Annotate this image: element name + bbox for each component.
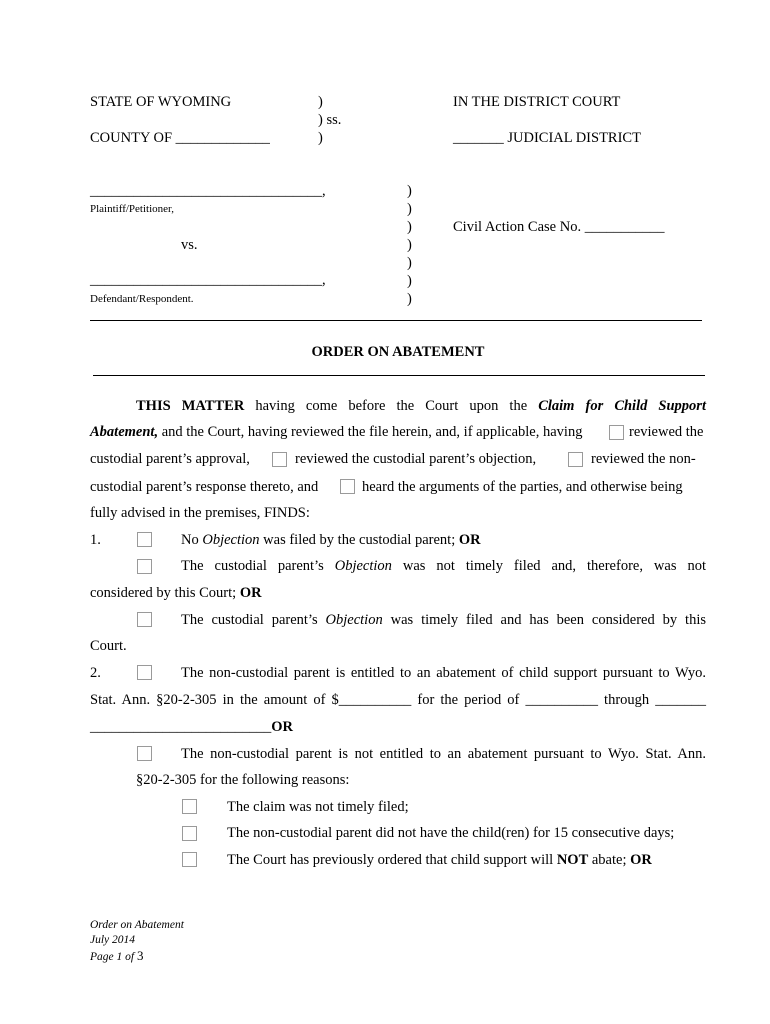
footer-page: Page 1 of 3	[90, 948, 144, 963]
caption-paren: )	[407, 201, 412, 217]
intro-line-1	[136, 398, 706, 415]
reason-15-days-label: The non-custodial parent did not have the child(ren) for 15 consecutive days;	[227, 825, 675, 841]
objection-not-timely-checkbox[interactable]	[137, 559, 152, 574]
plaintiff-label: Plaintiff/Petitioner,	[90, 203, 174, 215]
civil-action-label: Civil Action Case No. ___________	[453, 219, 665, 235]
reason-prior-order-checkbox[interactable]	[182, 852, 197, 867]
reason-15-days-checkbox[interactable]	[182, 826, 197, 841]
claim-title-text: Abatement,	[90, 424, 159, 440]
defendant-line: ________________________________,	[90, 272, 326, 288]
finding-2-option-2-line-1: The non-custodial parent is not entitled to an abatement pursuant to Wyo. Stat. Ann.	[181, 746, 706, 762]
vs-label: vs.	[181, 237, 198, 253]
finding-2-option-1-line-3: _________________________OR	[90, 719, 293, 735]
finding-1-option-2: The custodial parent’s Objection was not timely filed and, therefore, was not	[181, 558, 706, 574]
reason-not-timely-checkbox[interactable]	[182, 799, 197, 814]
finding-1-option-2-cont: considered by this Court; OR	[90, 585, 262, 601]
noncustodial-response-checkbox[interactable]	[340, 479, 355, 494]
finding-2-option-1-line-2: Stat. Ann. §20-2-305 in the amount of $__________ for the period of __________ through _______	[90, 692, 706, 708]
no-objection-checkbox[interactable]	[137, 532, 152, 547]
finding-1-option-3-cont: Court.	[90, 638, 127, 654]
district-label: _______ JUDICIAL DISTRICT	[453, 130, 641, 146]
intro-text: and the Court, having reviewed the file herein, and, if applicable, having	[158, 424, 583, 440]
title-divider	[93, 375, 705, 376]
document-title: ORDER ON ABATEMENT	[311, 344, 485, 360]
caption-paren: )	[407, 273, 412, 289]
finding-1-number: 1.	[90, 532, 101, 548]
finding-1-option-3: The custodial parent’s Objection was timely filed and has been considered by this	[181, 612, 706, 628]
caption-paren: )	[407, 219, 412, 235]
intro-line-2	[90, 424, 582, 441]
finding-2-option-2-line-2: §20-2-305 for the following reasons:	[136, 772, 350, 788]
court-label: IN THE DISTRICT COURT	[453, 94, 621, 110]
county-label: COUNTY OF _____________	[90, 130, 270, 146]
finding-1-option-1: No Objection was filed by the custodial parent; OR	[181, 532, 481, 548]
caption-paren: )	[318, 130, 323, 146]
finding-2-number: 2.	[90, 665, 101, 681]
intro-text: heard the arguments of the parties, and otherwise being	[362, 479, 683, 495]
finding-2-option-1-line-1: The non-custodial parent is entitled to an abatement of child support pursuant to Wyo.	[181, 665, 706, 681]
caption-paren: )	[407, 237, 412, 253]
footer-date: July 2014	[90, 934, 136, 946]
intro-text: fully advised in the premises, FINDS:	[90, 505, 310, 521]
custodial-objection-checkbox[interactable]	[568, 452, 583, 467]
intro-text: having come before the Court upon the	[244, 398, 539, 414]
claim-title-text: Claim for Child Support	[538, 398, 706, 414]
this-matter-text: THIS MATTER	[136, 398, 245, 414]
reviewed-file-checkbox[interactable]	[609, 425, 624, 440]
intro-text: reviewed the	[629, 424, 704, 440]
intro-text: custodial parent’s approval,	[90, 451, 250, 467]
entitled-abatement-checkbox[interactable]	[137, 665, 152, 680]
objection-timely-checkbox[interactable]	[137, 612, 152, 627]
not-entitled-checkbox[interactable]	[137, 746, 152, 761]
caption-paren: )	[407, 291, 412, 307]
state-label: STATE OF WYOMING	[90, 94, 232, 110]
plaintiff-line: ________________________________,	[90, 183, 326, 199]
defendant-label: Defendant/Respondent.	[90, 293, 194, 305]
intro-text: reviewed the custodial parent’s objection,	[295, 451, 537, 467]
caption-paren: )	[407, 183, 412, 199]
caption-paren: )	[318, 94, 323, 110]
caption-divider	[90, 320, 702, 321]
footer-doc-title: Order on Abatement	[90, 919, 184, 931]
caption-paren: )	[407, 255, 412, 271]
reason-not-timely-label: The claim was not timely filed;	[227, 799, 409, 815]
custodial-approval-checkbox[interactable]	[272, 452, 287, 467]
reason-prior-order-label: The Court has previously ordered that child support will NOT abate; OR	[227, 852, 652, 868]
intro-text: reviewed the non-	[591, 451, 696, 467]
ss-label: ) ss.	[318, 112, 342, 128]
intro-text: custodial parent’s response thereto, and	[90, 479, 319, 495]
